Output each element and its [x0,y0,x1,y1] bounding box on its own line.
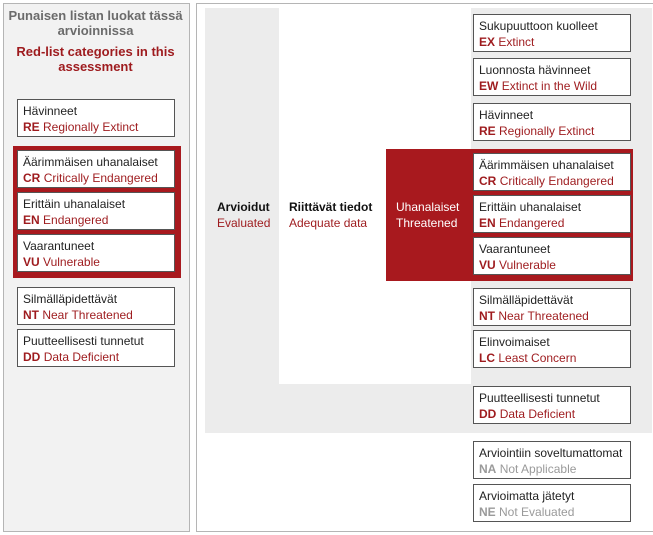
category-name-en: Extinct in the Wild [501,79,598,93]
category-box-vu [473,237,631,275]
category-code: DD [479,407,497,421]
legend-item-cr [17,150,175,188]
category-name-en: Regionally Extinct [43,120,139,134]
category-box-re [473,103,631,141]
category-name-fi: Arvioimatta jätetyt [479,489,575,503]
category-name-fi: Sukupuuttoon kuolleet [479,19,598,33]
category-name-fi: Silmälläpidettävät [23,292,118,306]
category-name-fi: Äärimmäisen uhanalaiset [479,158,614,172]
adequate-data-label [289,199,372,231]
category-code: EN [479,216,496,230]
legend-title-en: Red-list categories in this assessment [16,44,175,74]
category-code: NT [23,308,39,322]
category-name-fi: Arviointiin soveltumattomat [479,446,623,460]
category-name-en: Endangered [499,216,565,230]
category-code: EN [23,213,40,227]
legend-item-re [17,99,175,137]
evaluated-label-fi: Arvioidut [217,200,270,214]
category-box-lc [473,330,631,368]
category-name-en: Extinct [498,35,535,49]
category-code: CR [23,171,41,185]
category-name-fi: Vaarantuneet [23,239,95,253]
category-name-en: Least Concern [498,351,577,365]
category-name-en: Critically Endangered [499,174,614,188]
category-name-fi: Elinvoimaiset [479,335,550,349]
category-name-en: Critically Endangered [43,171,158,185]
category-name-en: Vulnerable [499,258,556,272]
category-code: NA [479,462,497,476]
category-name-en: Vulnerable [43,255,100,269]
category-code: VU [23,255,40,269]
legend-item-nt [17,287,175,325]
category-name-en: Regionally Extinct [499,124,595,138]
category-name-fi: Hävinneet [23,104,78,118]
category-box-ex [473,14,631,52]
category-box-cr [473,153,631,191]
adequate-data-label-fi: Riittävät tiedot [289,200,373,214]
category-code: RE [479,124,496,138]
category-box-ne [473,484,631,522]
category-name-en: Endangered [43,213,109,227]
category-name-en: Near Threatened [498,309,589,323]
category-name-fi: Äärimmäisen uhanalaiset [23,155,158,169]
category-box-en [473,195,631,233]
category-name-en: Data Deficient [499,407,576,421]
category-code: EW [479,79,499,93]
category-name-fi: Puutteellisesti tunnetut [479,391,600,405]
category-name-en: Not Applicable [499,462,577,476]
category-code: NE [479,505,496,519]
category-code: CR [479,174,497,188]
threatened-label-fi: Uhanalaiset [396,200,460,214]
threatened-label-en: Threatened [396,216,458,230]
category-code: LC [479,351,495,365]
legend-item-en [17,192,175,230]
category-box-nt [473,288,631,326]
legend-item-vu [17,234,175,272]
category-name-fi: Erittäin uhanalaiset [23,197,126,211]
category-code: DD [23,350,41,364]
category-name-fi: Erittäin uhanalaiset [479,200,582,214]
category-box-ew [473,58,631,96]
legend-item-dd [17,329,175,367]
category-code: EX [479,35,496,49]
category-code: VU [479,258,496,272]
category-name-en: Not Evaluated [499,505,575,519]
category-name-fi: Vaarantuneet [479,242,551,256]
category-name-fi: Puutteellisesti tunnetut [23,334,144,348]
category-box-dd [473,386,631,424]
category-name-fi: Hävinneet [479,108,534,122]
adequate-data-label-en: Adequate data [289,216,368,230]
evaluated-label [217,199,270,231]
category-box-na [473,441,631,479]
category-name-fi: Silmälläpidettävät [479,293,574,307]
category-name-en: Near Threatened [42,308,133,322]
evaluated-label-en: Evaluated [217,216,271,230]
category-code: NT [479,309,495,323]
threatened-label [396,199,459,231]
legend-title-fi: Punaisen listan luokat tässä arvioinnissa [8,8,183,38]
category-name-fi: Luonnosta hävinneet [479,63,591,77]
category-name-en: Data Deficient [43,350,120,364]
category-code: RE [23,120,40,134]
